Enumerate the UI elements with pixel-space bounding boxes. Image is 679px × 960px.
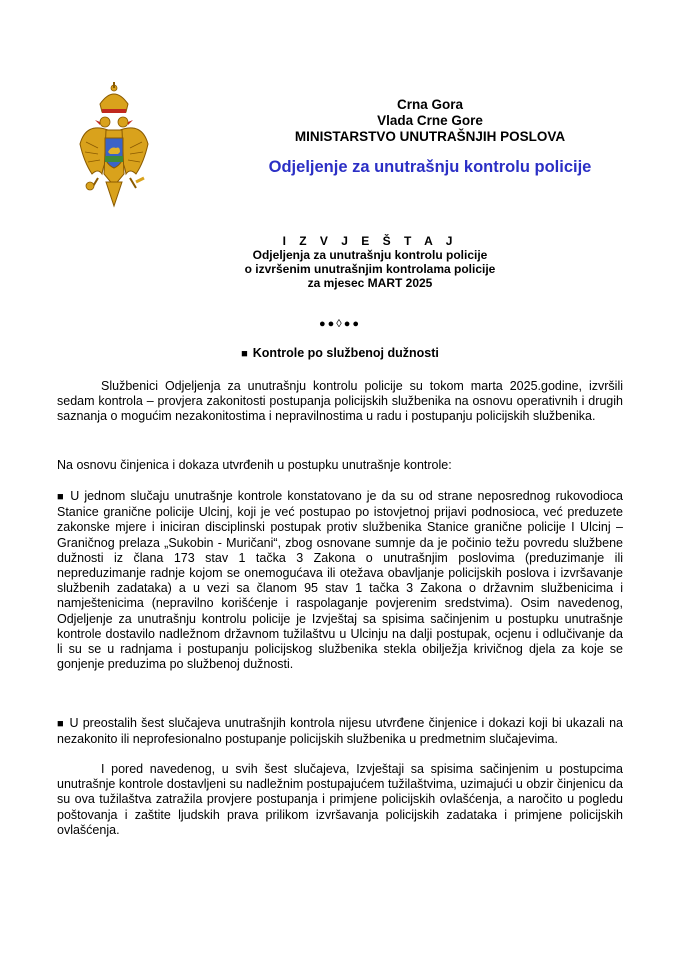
bullet-icon: ■ <box>57 718 65 730</box>
bullet-icon: ■ <box>57 491 66 503</box>
section-bullet-icon: ■ <box>241 348 248 360</box>
report-title: I Z V J E Š T A J <box>282 234 458 248</box>
government-name: Vlada Crne Gore <box>377 113 483 128</box>
report-period: za mjesec MART 2025 <box>307 276 433 290</box>
coat-of-arms-icon <box>78 82 150 212</box>
country-name: Crna Gora <box>396 97 464 112</box>
case-one-paragraph <box>57 489 623 672</box>
case-two-paragraph <box>57 716 623 747</box>
section-heading <box>200 346 480 360</box>
ministry-name: MINISTARSTVO UNUTRAŠNJIH POSLOVA <box>294 129 566 144</box>
section-title: Kontrole po službenoj dužnosti <box>252 346 439 360</box>
case-two-text: U preostalih šest slučajeva unutrašnjih kontrola nijesu utvrđene činjenice i dokazi koji bi ukazali na nezakonito ili neprofesionalno postupanje policijskih službenika u predmetnim slučajevima. <box>57 716 623 747</box>
ornament-separator: ●●◊●● <box>318 318 361 330</box>
department-name: Odjeljenje za unutrašnju kontrolu policije <box>268 158 592 176</box>
case-one-text: U jednom slučaju unutrašnje kontrole konstatovano je da su od strane neposrednog rukovodioca Stanice granične policije Ulcinj, koji je već postupao po istovjetnoj prijavi podnosioca, već preduzete zakonske mjere i iniciran disciplinski postupak protiv službenika Stanice granične policije I Ulcinj – Graničnog prelaza „Sukobin - Muričani“, zbog osnovane sumnje da je počinio težu povredu službene dužnosti iz člana 173 stav 1 tačka 3 Zakona o unutrašnjim poslovima (preduzimanje ili nepreduzimanje radnje kojom se onemogućava ili otežava obavljanje policijskih poslova i izvršavanje službenih zadataka) a u vezi sa članom 95 stav 1 tačka 3 Zakona o državnim službenicima i namještenicima (nepravilno korišćenje i raspolaganje povjerenim sredstvima). Osim navedenog, Odjeljenje za unutrašnju kontrolu policije je Izvještaj sa spisima sačinjenim u postupku unutrašnje kontrole dostavilo nadležnom državnom tužilaštvu u Ulcinju na dalji postupak, ocjenu i odlučivanje da li su se u radnjama i postupanju policijskog službenika stekla obilježja krivičnog djela za koje se gonjenje preduzima po službenoj dužnosti. <box>57 489 623 672</box>
report-subtitle-1: Odjeljenja za unutrašnju kontrolu policije <box>252 248 488 262</box>
report-subtitle-2: o izvršenim unutrašnjim kontrolama policije <box>244 262 496 276</box>
conclusion-paragraph: I pored navedenog, u svih šest slučajeva, Izvještaji sa spisima sačinjenim u postupcima unutrašnje kontrole dostavljeni su nadležnim postupajućem tužilaštvima, uzimajući u obzir činjenicu da su ova tužilaštva zatražila provjere postupanja i primjene policijskih ovlašćenja, a naročito u pogledu poštovanja i zaštite ljudskih prava prilikom izvršavanja policijskih zadataka i primjene policijskih ovlašćenja. <box>57 762 623 837</box>
basis-paragraph: Na osnovu činjenica i dokaza utvrđenih u postupku unutrašnje kontrole: <box>57 458 452 472</box>
intro-paragraph: Službenici Odjeljenja za unutrašnju kontrolu policije su tokom marta 2025.godine, izvršili sedam kontrola – provjera zakonitosti postupanja policijskih službenika na osnovu operativnih i drugih saznanja o mogućim nezakonitostima i nepravilnostima u radu i postupanju policijskih službenika. <box>57 379 623 424</box>
